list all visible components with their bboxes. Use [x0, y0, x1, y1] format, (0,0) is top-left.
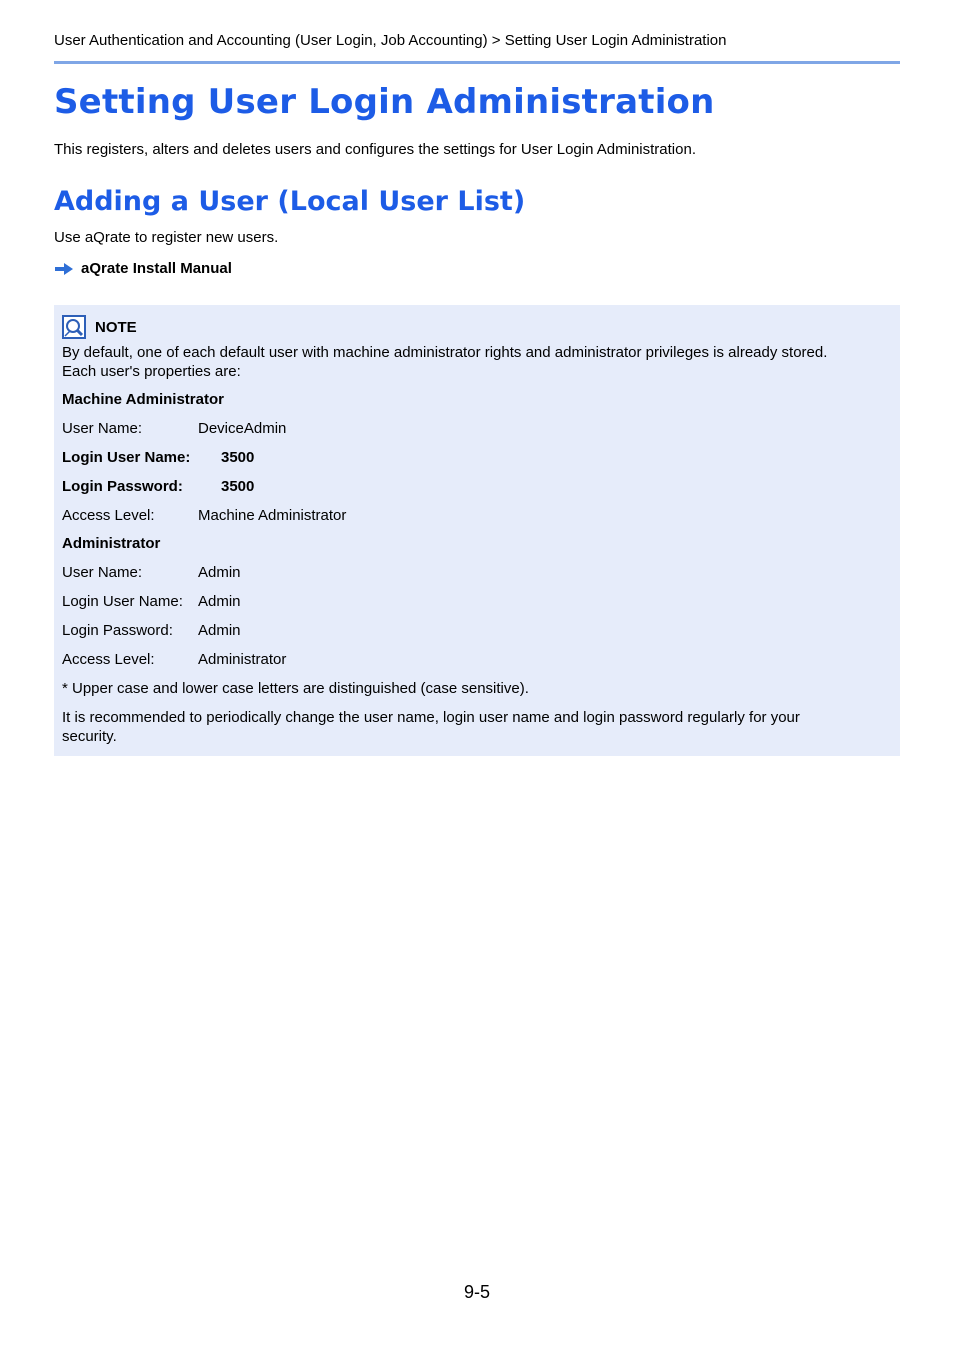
reference-label: aQrate Install Manual — [81, 260, 232, 277]
field-label: User Name: — [62, 420, 143, 437]
field-value: Administrator — [198, 651, 287, 668]
recommendation-line-1: It is recommended to periodically change the user name, login user name and login password regularly for your — [62, 709, 800, 726]
breadcrumb: User Authentication and Accounting (User Login, Job Accounting) > Setting User Login Administration — [54, 32, 727, 49]
note-line-2: Each user's properties are: — [62, 363, 241, 380]
field-value: Machine Administrator — [198, 507, 347, 524]
admin-login-password — [62, 621, 241, 640]
field-value: DeviceAdmin — [198, 420, 287, 437]
machine-admin-heading: Machine Administrator — [62, 391, 224, 408]
field-label: Login Password: — [62, 622, 173, 639]
machine-admin-login-password — [62, 477, 255, 496]
header-rule — [54, 61, 900, 64]
field-value: Admin — [198, 564, 241, 581]
note-box — [54, 305, 900, 756]
field-label: Access Level: — [62, 651, 155, 668]
field-value: 3500 — [221, 449, 255, 466]
page-number: 9-5 — [463, 1282, 490, 1302]
admin-login-user-name — [62, 592, 241, 611]
field-label: Login User Name: — [62, 593, 183, 610]
field-value: Admin — [198, 593, 241, 610]
field-label: Login Password: — [62, 478, 183, 495]
field-value: 3500 — [221, 478, 255, 495]
note-header — [62, 315, 137, 339]
admin-access-level — [62, 650, 287, 669]
field-label: Login User Name: — [62, 449, 191, 466]
field-label: Access Level: — [62, 507, 155, 524]
note-icon — [62, 315, 86, 339]
intro-text: This registers, alters and deletes users and configures the settings for User Login Administration. — [54, 141, 696, 158]
admin-heading: Administrator — [62, 535, 161, 552]
note-label: NOTE — [95, 318, 137, 336]
page-title: Setting User Login Administration — [54, 82, 715, 122]
admin-user-name — [62, 563, 241, 582]
machine-admin-login-user-name — [62, 448, 255, 467]
machine-admin-access-level — [62, 506, 347, 525]
section-heading: Adding a User (Local User List) — [54, 186, 526, 217]
reference-link[interactable] — [54, 260, 232, 278]
field-value: Admin — [198, 622, 241, 639]
note-line-1: By default, one of each default user with machine administrator rights and administrator privileges is already stored. — [62, 344, 828, 361]
field-label: User Name: — [62, 564, 143, 581]
case-sensitive-note: * Upper case and lower case letters are distinguished (case sensitive). — [62, 680, 529, 697]
recommendation-line-2: security. — [62, 728, 117, 745]
arrow-right-icon — [54, 262, 74, 276]
machine-admin-user-name — [62, 419, 287, 438]
section-text: Use aQrate to register new users. — [54, 229, 279, 246]
